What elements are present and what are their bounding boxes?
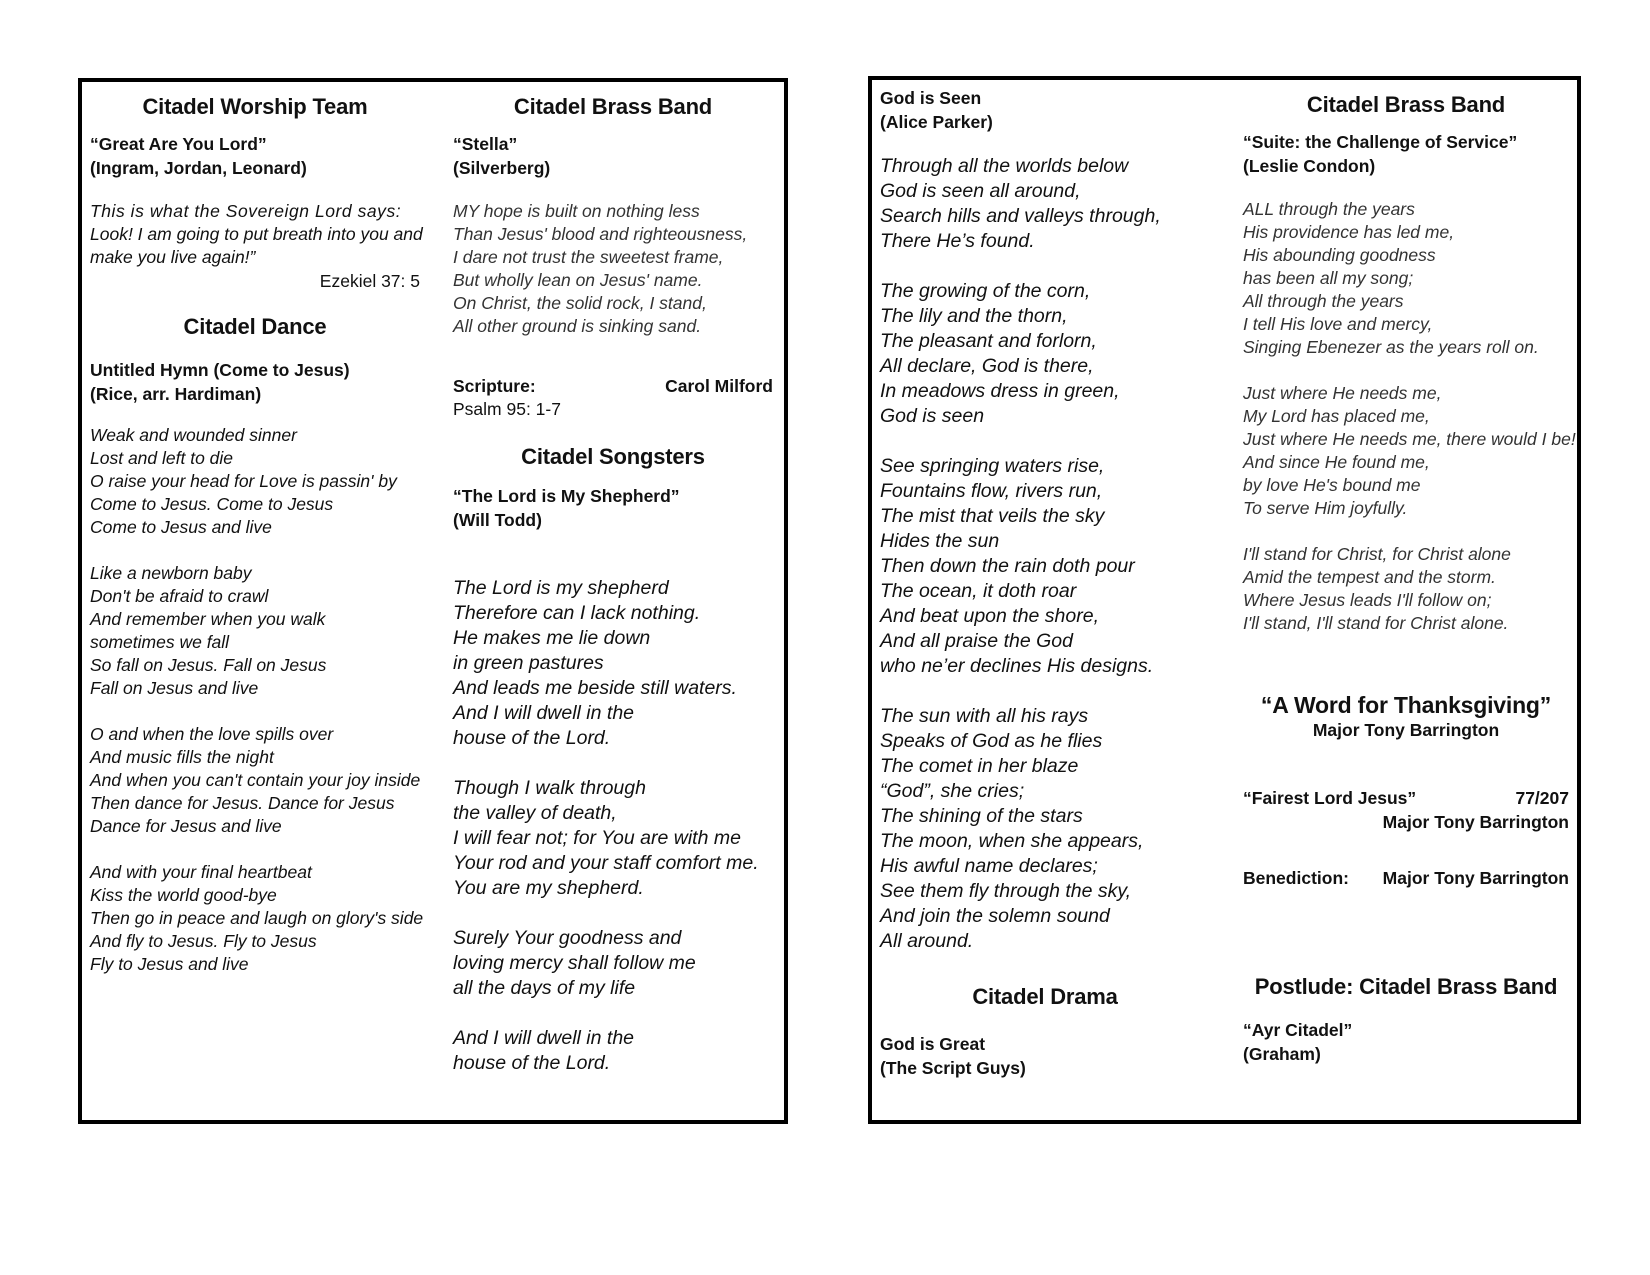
lyric-line: His providence has led me, — [1243, 222, 1455, 242]
lyric-line: And when you can't contain your joy inside — [90, 770, 421, 790]
stanza — [453, 926, 773, 1001]
lyric-line: And beat upon the shore, — [880, 605, 1100, 627]
lyric-line: So fall on Jesus. Fall on Jesus — [90, 655, 327, 675]
lyric-line: Just where He needs me, — [1243, 383, 1442, 403]
lyric-line: O and when the love spills over — [90, 724, 334, 744]
hymn-row — [1243, 786, 1569, 810]
lyric-line: “God”, she cries; — [880, 780, 1025, 802]
drama-title: God is Great — [880, 1034, 986, 1054]
lyric-line: Come to Jesus. Come to Jesus — [90, 494, 334, 514]
lyric-line: who ne’er declines His designs. — [880, 655, 1154, 677]
lyric-line: There He’s found. — [880, 230, 1035, 252]
lyric-line: The growing of the corn, — [880, 280, 1091, 302]
lyric-line: Therefore can I lack nothing. — [453, 602, 701, 624]
lyric-line: Through all the worlds below — [880, 155, 1129, 177]
lyric-line: house of the Lord. — [453, 727, 611, 749]
scripture-section — [453, 374, 773, 420]
lyric-line: O raise your head for Love is passin' by — [90, 471, 397, 491]
lyric-line: The moon, when she appears, — [880, 830, 1144, 852]
lyric-line: The mist that veils the sky — [880, 505, 1105, 527]
song-credit: (Graham) — [1243, 1044, 1321, 1064]
song-credit: (Leslie Condon) — [1243, 156, 1376, 176]
song-title: “The Lord is My Shepherd” — [453, 486, 680, 506]
lyric-line: all the days of my life — [453, 977, 636, 999]
benediction-section — [1243, 866, 1569, 890]
stanza — [90, 723, 420, 838]
lyric-line: loving mercy shall follow me — [453, 952, 696, 974]
song-title: “Stella” — [453, 134, 518, 154]
lyric-line: And with your final heartbeat — [90, 862, 312, 882]
lyric-line: The lily and the thorn, — [880, 305, 1068, 327]
lyric-line: Lost and left to die — [90, 448, 234, 468]
lyric-line: Fountains flow, rivers run, — [880, 480, 1103, 502]
quote-line: make you live again!” — [90, 247, 256, 267]
lyric-line: Then down the rain doth pour — [880, 555, 1135, 577]
lyric-line: Amid the tempest and the storm. — [1243, 567, 1496, 587]
lyrics — [90, 424, 424, 976]
lyric-line: See them fly through the sky, — [880, 880, 1132, 902]
scripture-quote — [90, 200, 423, 269]
lyric-line: Weak and wounded sinner — [90, 425, 297, 445]
lyric-line: Then dance for Jesus. Dance for Jesus — [90, 793, 395, 813]
lyric-line: The comet in her blaze — [880, 755, 1079, 777]
lyric-line: Where Jesus leads I'll follow on; — [1243, 590, 1492, 610]
quote-line: Look! I am going to put breath into you and — [90, 224, 423, 244]
lyric-line: Speaks of God as he flies — [880, 730, 1103, 752]
right-page — [868, 76, 1581, 1124]
lyric-line: The pleasant and forlorn, — [880, 330, 1097, 352]
lyric-line: And remember when you walk — [90, 609, 326, 629]
lyric-line: And I will dwell in the — [453, 1027, 635, 1049]
stanza — [453, 1026, 773, 1076]
song-title: Untitled Hymn (Come to Jesus) — [90, 360, 350, 380]
song-title: “Suite: the Challenge of Service” — [1243, 132, 1518, 152]
hymn-number: 77/207 — [1515, 788, 1569, 808]
lyric-line: And all praise the God — [880, 630, 1073, 652]
lyric-line: But wholly lean on Jesus' name. — [453, 270, 703, 290]
lyric-line: God is seen all around, — [880, 180, 1081, 202]
lyrics — [880, 154, 1210, 954]
lyric-line: The shining of the stars — [880, 805, 1083, 827]
lyric-line: All declare, God is there, — [880, 355, 1094, 377]
quote-reference: Ezekiel 37: 5 — [319, 271, 420, 291]
lyric-line: Kiss the world good-bye — [90, 885, 277, 905]
lyric-line: the valley of death, — [453, 802, 617, 824]
lyric-line: Surely Your goodness and — [453, 927, 682, 949]
stanza — [880, 279, 1210, 429]
section-heading: Citadel Songsters — [521, 444, 705, 469]
lyrics — [453, 576, 773, 1076]
stanza — [453, 776, 773, 901]
god-is-seen-section — [880, 86, 1210, 979]
lyric-line: And leads me beside still waters. — [453, 677, 737, 699]
benediction-row — [1243, 866, 1569, 890]
lyric-line: Don't be afraid to crawl — [90, 586, 269, 606]
songsters-section — [453, 444, 773, 1101]
stanza — [90, 861, 424, 976]
scripture-label: Scripture: — [453, 376, 536, 396]
song-title: “Ayr Citadel” — [1243, 1020, 1353, 1040]
lyric-line: I dare not trust the sweetest frame, — [453, 247, 724, 267]
lyric-line: Fall on Jesus and live — [90, 678, 259, 698]
lyric-line: MY hope is built on nothing less — [453, 201, 700, 221]
benediction-label: Benediction: — [1243, 868, 1349, 888]
lyric-line: To serve Him joyfully. — [1243, 498, 1408, 518]
lyric-line: I'll stand, I'll stand for Christ alone. — [1243, 613, 1509, 633]
section-heading: Postlude: Citadel Brass Band — [1254, 974, 1558, 999]
lyric-line: Like a newborn baby — [90, 563, 252, 583]
lyric-line: And fly to Jesus. Fly to Jesus — [90, 931, 317, 951]
lyric-line: And since He found me, — [1243, 452, 1430, 472]
scripture-reference: Psalm 95: 1-7 — [453, 399, 561, 419]
lyric-line: Though I walk through — [453, 777, 646, 799]
drama-section — [880, 984, 1210, 1080]
lyric-line: has been all my song; — [1243, 268, 1414, 288]
benediction-leader: Major Tony Barrington — [1382, 868, 1569, 888]
hymn-leader: Major Tony Barrington — [1382, 812, 1569, 832]
lyric-line: in green pastures — [453, 652, 604, 674]
worship-section — [90, 94, 423, 293]
lyric-line: He makes me lie down — [453, 627, 651, 649]
lyric-line: Your rod and your staff comfort me. — [453, 852, 759, 874]
lyric-line: You are my shepherd. — [453, 877, 644, 899]
lyric-line: I tell His love and mercy, — [1243, 314, 1433, 334]
song-title: “Great Are You Lord” — [90, 134, 267, 154]
lyric-line: In meadows dress in green, — [880, 380, 1120, 402]
song-credit: (Ingram, Jordan, Leonard) — [90, 158, 307, 178]
section-heading: Citadel Worship Team — [142, 94, 368, 119]
lyric-line: And join the solemn sound — [880, 905, 1110, 927]
stanza — [880, 454, 1210, 679]
left-page — [78, 78, 788, 1124]
section-heading: Citadel Drama — [972, 984, 1118, 1009]
lyric-line: And I will dwell in the — [453, 702, 635, 724]
lyric-line: The ocean, it doth roar — [880, 580, 1077, 602]
hymn-title: “Fairest Lord Jesus” — [1243, 788, 1417, 808]
song-credit: (Rice, arr. Hardiman) — [90, 384, 262, 404]
lyric-line: His abounding goodness — [1243, 245, 1436, 265]
song-title: God is Seen — [880, 88, 982, 108]
stanza — [880, 154, 1210, 254]
lyric-line: Dance for Jesus and live — [90, 816, 282, 836]
lyric-line: Fly to Jesus and live — [90, 954, 249, 974]
lyric-line: Then go in peace and laugh on glory's side — [90, 908, 424, 928]
lyric-line: God is seen — [880, 405, 985, 427]
lyric-line: Search hills and valleys through, — [880, 205, 1161, 227]
song-credit: (Alice Parker) — [880, 112, 993, 132]
stanza — [90, 562, 420, 700]
lyric-line: On Christ, the solid rock, I stand, — [453, 293, 707, 313]
lyric-line: sometimes we fall — [90, 632, 230, 652]
postlude-section — [1243, 974, 1569, 1066]
lyric-line: See springing waters rise, — [880, 455, 1105, 477]
lyric-line: His awful name declares; — [880, 855, 1098, 877]
lyric-line: I will fear not; for You are with me — [453, 827, 741, 849]
lyric-line: ALL through the years — [1243, 199, 1415, 219]
lyric-line: by love He's bound me — [1243, 475, 1421, 495]
lyric-line: All around. — [880, 930, 974, 952]
lyric-line: The Lord is my shepherd — [453, 577, 669, 599]
lyric-line: All other ground is sinking sand. — [453, 316, 702, 336]
brass-section — [453, 94, 773, 338]
lyric-line: Singing Ebenezer as the years roll on. — [1243, 337, 1539, 357]
brass-section — [1243, 92, 1576, 658]
section-heading: Citadel Dance — [183, 314, 327, 339]
dance-section — [90, 314, 424, 999]
song-credit: (Will Todd) — [453, 510, 542, 530]
hymn-section — [1243, 786, 1569, 834]
lyric-line: Than Jesus' blood and righteousness, — [453, 224, 748, 244]
stanza — [453, 576, 773, 751]
stanza — [880, 704, 1210, 954]
message-title: “A Word for Thanksgiving” — [1260, 692, 1552, 718]
section-heading: Citadel Brass Band — [513, 94, 713, 119]
lyric-line: And music fills the night — [90, 747, 274, 767]
word-section — [1243, 692, 1569, 742]
stanza — [1243, 382, 1576, 520]
quote-line: This is what the Sovereign Lord says: — [90, 201, 402, 221]
lyric-line: The sun with all his rays — [880, 705, 1089, 727]
lyric-line: I'll stand for Christ, for Christ alone — [1243, 544, 1511, 564]
lyrics — [453, 200, 773, 338]
stanza — [1243, 198, 1569, 359]
lyrics — [1243, 198, 1576, 635]
lyric-line: Just where He needs me, there would I be! — [1243, 429, 1576, 449]
section-heading: Citadel Brass Band — [1306, 92, 1506, 117]
lyric-line: My Lord has placed me, — [1243, 406, 1430, 426]
message-speaker: Major Tony Barrington — [1312, 720, 1500, 740]
stanza — [90, 424, 420, 539]
scripture-reader: Carol Milford — [665, 376, 773, 396]
lyric-line: Come to Jesus and live — [90, 517, 272, 537]
lyric-line: All through the years — [1243, 291, 1404, 311]
lyric-line: Hides the sun — [880, 530, 1000, 552]
stanza — [1243, 543, 1569, 635]
lyric-line: house of the Lord. — [453, 1052, 611, 1074]
song-credit: (Silverberg) — [453, 158, 551, 178]
drama-credit: (The Script Guys) — [880, 1058, 1026, 1078]
scripture-row — [453, 374, 773, 398]
